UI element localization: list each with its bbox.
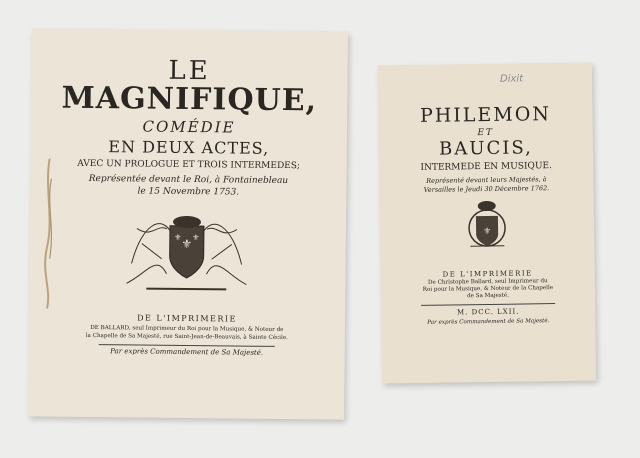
svg-text:⚜: ⚜	[174, 232, 182, 242]
acts-line: EN DEUX ACTES,	[108, 137, 270, 158]
subtitle-intermedes: AVEC UN PROLOGUE ET TROIS INTERMEDES;	[77, 158, 301, 172]
imprint-line-1: De Christophe Ballard, seul Imprimeur du	[427, 278, 548, 286]
imprint-line-2: la Chapelle de Sa Majesté, rue Saint-Jean-de-Beauvais, à Sainte Cécile.	[85, 332, 288, 342]
performance-line-2: le 15 Novembre 1753.	[137, 186, 240, 198]
imprint-heading: DE L'IMPRIMERIE	[442, 269, 533, 279]
svg-text:⚜: ⚜	[192, 233, 200, 243]
subtitle-intermede: INTERMEDE EN MUSIQUE.	[420, 161, 553, 173]
imprint-line-3: de Sa Majesté.	[467, 292, 510, 300]
right-book-cover	[378, 63, 596, 384]
genre-comedie: COMÉDIE	[142, 117, 236, 137]
performance-line-1: Représentée devant le Roi, à Fontainebleau	[88, 173, 289, 187]
imprint-heading: DE L'IMPRIMERIE	[137, 313, 237, 324]
divider-rule	[421, 303, 555, 306]
performance-line-2: Versailles le Jeudi 30 Décembre 1762.	[423, 184, 550, 194]
left-book-cover	[28, 28, 348, 419]
royal-arms-vignette	[121, 203, 252, 294]
svg-text:⚜: ⚜	[181, 236, 193, 252]
title-le: LE	[168, 55, 211, 87]
svg-text:⚜: ⚜	[483, 226, 492, 238]
royal-crest-vignette	[462, 198, 513, 255]
title-magnifique: MAGNIFIQUE,	[61, 80, 318, 119]
year-roman: M. DCC. LXII.	[456, 307, 520, 317]
privilege-line: Par exprès Commandement de Sa Majesté.	[427, 318, 550, 326]
imprint-line-2: Roi pour la Musique, & Noteur de la Chapelle	[422, 285, 554, 293]
privilege-line: Par exprès Commandement de Sa Majesté.	[110, 347, 264, 357]
title-philemon: PHILEMON	[419, 103, 552, 127]
title-baucis: BAUCIS,	[438, 137, 533, 160]
imprint-line-1: DE BALLARD, seul Imprimeur du Roi pour la Musique, & Noteur de	[90, 324, 284, 334]
title-et: ET	[477, 127, 495, 139]
handwritten-note: Dixit	[499, 73, 524, 85]
performance-line-1: Représenté devant leurs Majestés, à	[426, 175, 547, 185]
